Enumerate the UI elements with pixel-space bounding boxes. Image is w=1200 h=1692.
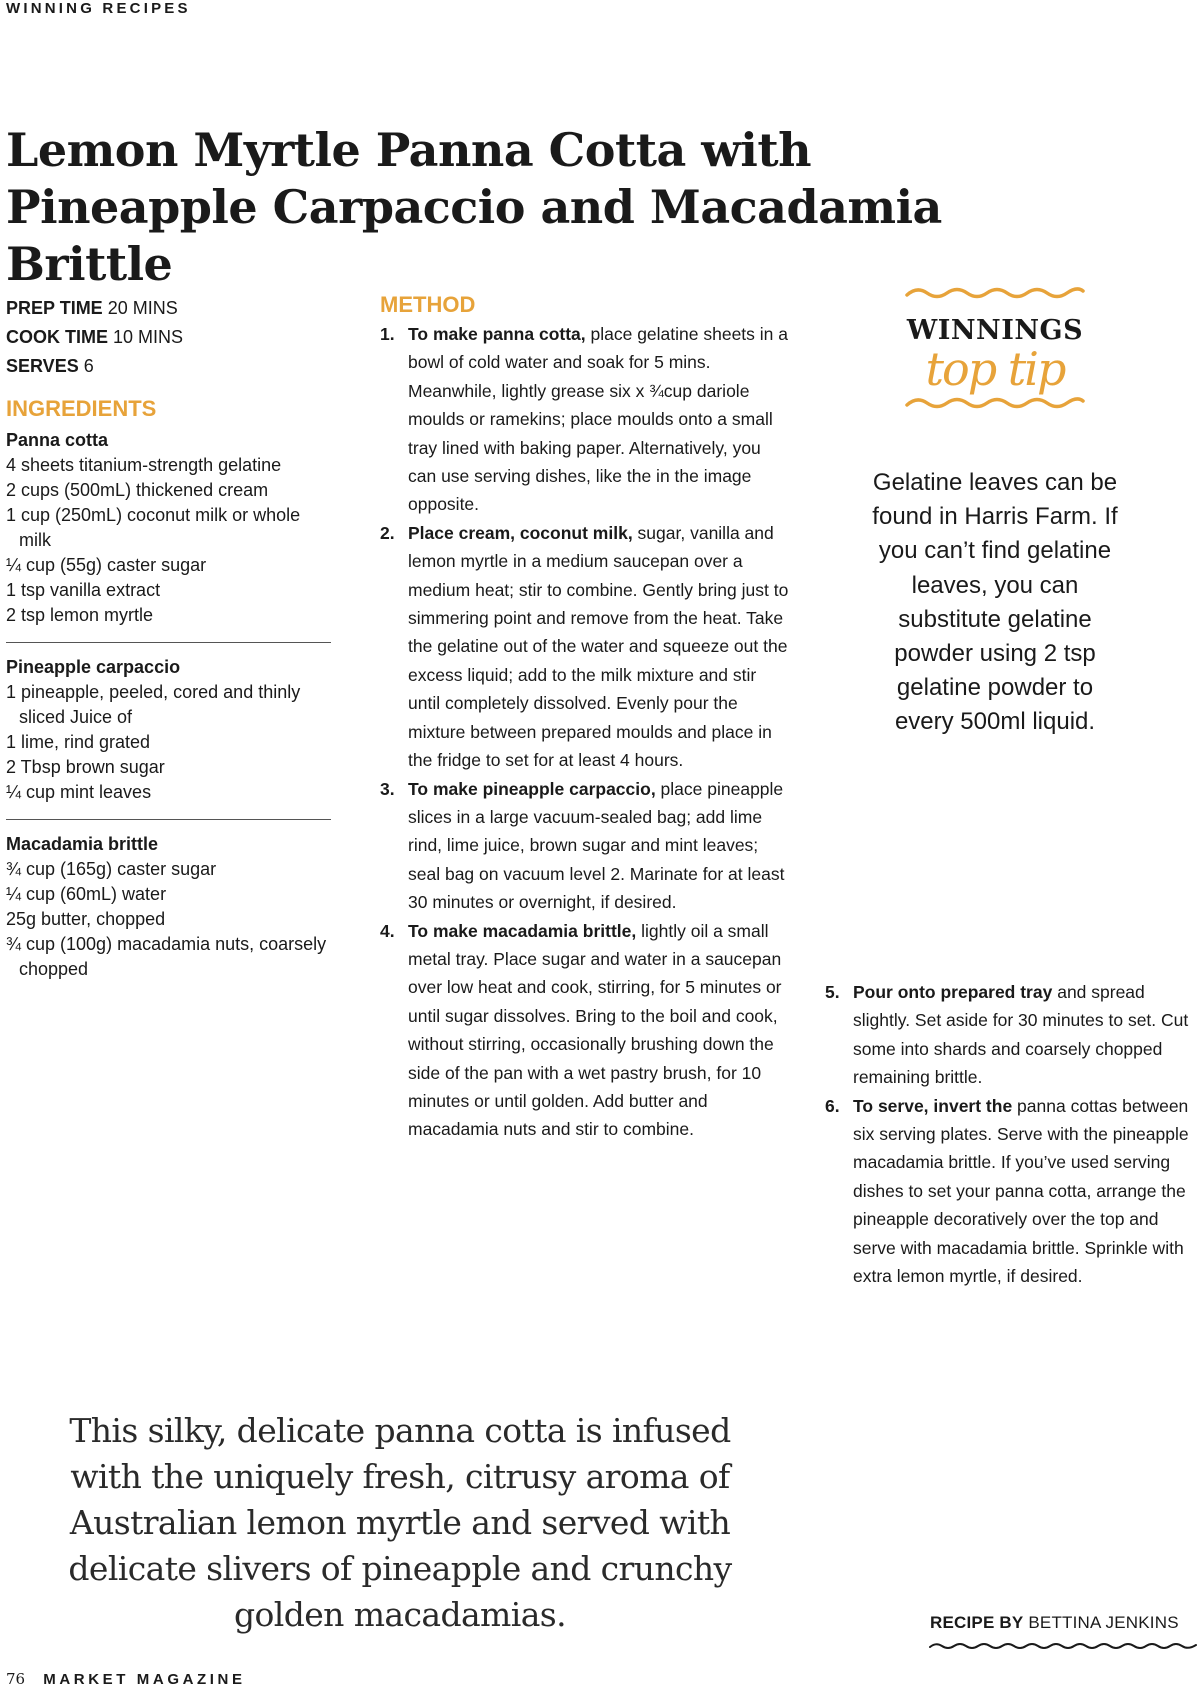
step-number: 3. bbox=[380, 778, 395, 799]
step-text: place gelatine sheets in a bowl of cold water and soak for 5 mins. Meanwhile, lightly grease six x ¾cup dariole moulds or ramekins; place moulds onto a small tray lined with baking paper. Alternatively, you can use serving dishes, like the in the image opposite. bbox=[408, 324, 789, 515]
page-footer bbox=[6, 1670, 246, 1688]
method-column-continued bbox=[825, 977, 1200, 1290]
serves-label: SERVES bbox=[6, 356, 79, 376]
ingredient-item: 2 Tbsp brown sugar bbox=[6, 757, 165, 777]
wave-divider-top bbox=[905, 286, 1085, 300]
ingredient-item: ¾ cup (100g) macadamia nuts, coarsely chopped bbox=[6, 934, 327, 979]
credit-wave-divider bbox=[928, 1641, 1198, 1651]
ingredient-item: 1 cup (250mL) coconut milk or whole milk bbox=[6, 505, 301, 550]
prep-time bbox=[6, 294, 331, 323]
cook-time-value: 10 MINS bbox=[113, 327, 184, 347]
step-text: and spread slightly. Set aside for 30 minutes to set. Cut some into shards and coarsely chopped remaining brittle. bbox=[853, 982, 1189, 1088]
tip-text: Gelatine leaves can be found in Harris Farm. If you can’t find gelatine leaves, you can substitute gelatine powder using 2 tsp gelatine powder to every 500ml liquid. bbox=[872, 469, 1118, 736]
tip-script: top tip bbox=[925, 342, 1065, 396]
step-lead: To make pineapple carpaccio, bbox=[408, 778, 656, 799]
ingredient-item: 4 sheets titanium-strength gelatine bbox=[6, 455, 282, 475]
top-tip-badge bbox=[880, 286, 1110, 410]
ingredient-group-title: Macadamia brittle bbox=[6, 834, 159, 854]
method-step bbox=[380, 775, 790, 917]
tip-label: WINNINGS bbox=[906, 315, 1084, 346]
ingredient-item: 2 cups (500mL) thickened cream bbox=[6, 480, 269, 500]
method-column bbox=[380, 291, 790, 1144]
recipe-credit bbox=[930, 1613, 1179, 1633]
recipe-title: Lemon Myrtle Panna Cotta with Pineapple Carpaccio and Macadamia Brittle bbox=[6, 123, 942, 291]
ingredient-group-title: Panna cotta bbox=[6, 430, 109, 450]
ingredient-item: 1 pineapple, peeled, cored and thinly sliced Juice of bbox=[6, 682, 301, 727]
step-text: sugar, vanilla and lemon myrtle in a medium saucepan over a medium heat; stir to combine. Gently bring just to simmering point and remove from the heat. Take the gelatine out of the water and squeeze out the excess liquid; add to the milk mixture and stir until completely dissolved. Evenly pour the mixture between prepared moulds and place in the fridge to set for at least 4 hours. bbox=[408, 522, 789, 771]
step-lead: Place cream, coconut milk, bbox=[408, 522, 633, 543]
method-heading: METHOD bbox=[380, 292, 476, 317]
wave-divider-bottom bbox=[905, 396, 1085, 410]
step-number: 1. bbox=[380, 324, 395, 344]
ingredient-group-panna-cotta bbox=[6, 423, 331, 628]
ingredient-item: ¼ cup mint leaves bbox=[6, 782, 152, 802]
ingredient-item: ¼ cup (60mL) water bbox=[6, 884, 167, 904]
step-text: place pineapple slices in a large vacuum-sealed bag; add lime rind, lime juice, brown sugar and mint leaves; seal bag on vacuum level 2. Marinate for at least 30 minutes or overnight, if desired. bbox=[408, 778, 785, 913]
left-column bbox=[6, 294, 331, 982]
prep-time-value: 20 MINS bbox=[107, 298, 178, 318]
method-step bbox=[380, 320, 790, 519]
ingredient-item: 25g butter, chopped bbox=[6, 909, 166, 929]
pull-quote: This silky, delicate panna cotta is infused with the uniquely fresh, citrusy aroma of Australian lemon myrtle and served with delicate slivers of pineapple and crunchy golden macadamias. bbox=[68, 1411, 732, 1634]
ingredient-group-macadamia-brittle bbox=[6, 819, 331, 982]
ingredient-group-title: Pineapple carpaccio bbox=[6, 657, 181, 677]
step-lead: To serve, invert the bbox=[853, 1095, 1013, 1116]
ingredients-heading: INGREDIENTS bbox=[6, 396, 157, 421]
step-text: lightly oil a small metal tray. Place sugar and water in a saucepan over low heat and cook, stirring, for 5 minutes or until sugar dissolves. Bring to the boil and cook, without stirring, occasionally brushing down the side of the pan with a wet pastry brush, for 10 minutes or until golden. Add butter and macadamia nuts and stir to combine. bbox=[408, 920, 782, 1140]
ingredient-item: ¼ cup (55g) caster sugar bbox=[6, 555, 207, 575]
method-step bbox=[825, 978, 1200, 1092]
step-number: 4. bbox=[380, 920, 395, 941]
ingredient-item: 1 lime, rind grated bbox=[6, 732, 151, 752]
page-number: 76 bbox=[6, 1670, 26, 1688]
serves bbox=[6, 352, 331, 381]
method-step bbox=[825, 1092, 1200, 1291]
section-label: WINNING RECIPES bbox=[6, 0, 191, 17]
cook-time-label: COOK TIME bbox=[6, 327, 108, 347]
ingredient-group-pineapple-carpaccio bbox=[6, 642, 331, 805]
cook-time bbox=[6, 323, 331, 352]
step-number: 2. bbox=[380, 522, 395, 543]
step-number: 6. bbox=[825, 1095, 840, 1116]
magazine-name: MARKET MAGAZINE bbox=[43, 1671, 246, 1688]
serves-value: 6 bbox=[83, 356, 94, 376]
ingredient-item: 2 tsp lemon myrtle bbox=[6, 605, 154, 625]
credit-name: BETTINA JENKINS bbox=[1028, 1613, 1179, 1632]
ingredient-item: ¾ cup (165g) caster sugar bbox=[6, 859, 217, 879]
step-lead: To make macadamia brittle, bbox=[408, 920, 637, 941]
step-lead: Pour onto prepared tray bbox=[853, 982, 1053, 1002]
method-step bbox=[380, 917, 790, 1144]
ingredient-item: 1 tsp vanilla extract bbox=[6, 580, 161, 600]
step-lead: To make panna cotta, bbox=[408, 324, 586, 344]
prep-time-label: PREP TIME bbox=[6, 298, 103, 318]
step-text: panna cottas between six serving plates. Serve with the pineapple macadamia brittle. If you’ve used serving dishes to set your panna cotta, arrange the pineapple decoratively over the top and serve with macadamia brittle. Sprinkle with extra lemon myrtle, if desired. bbox=[853, 1095, 1189, 1287]
method-step bbox=[380, 519, 790, 775]
step-number: 5. bbox=[825, 982, 840, 1002]
credit-label: RECIPE BY bbox=[930, 1613, 1024, 1632]
